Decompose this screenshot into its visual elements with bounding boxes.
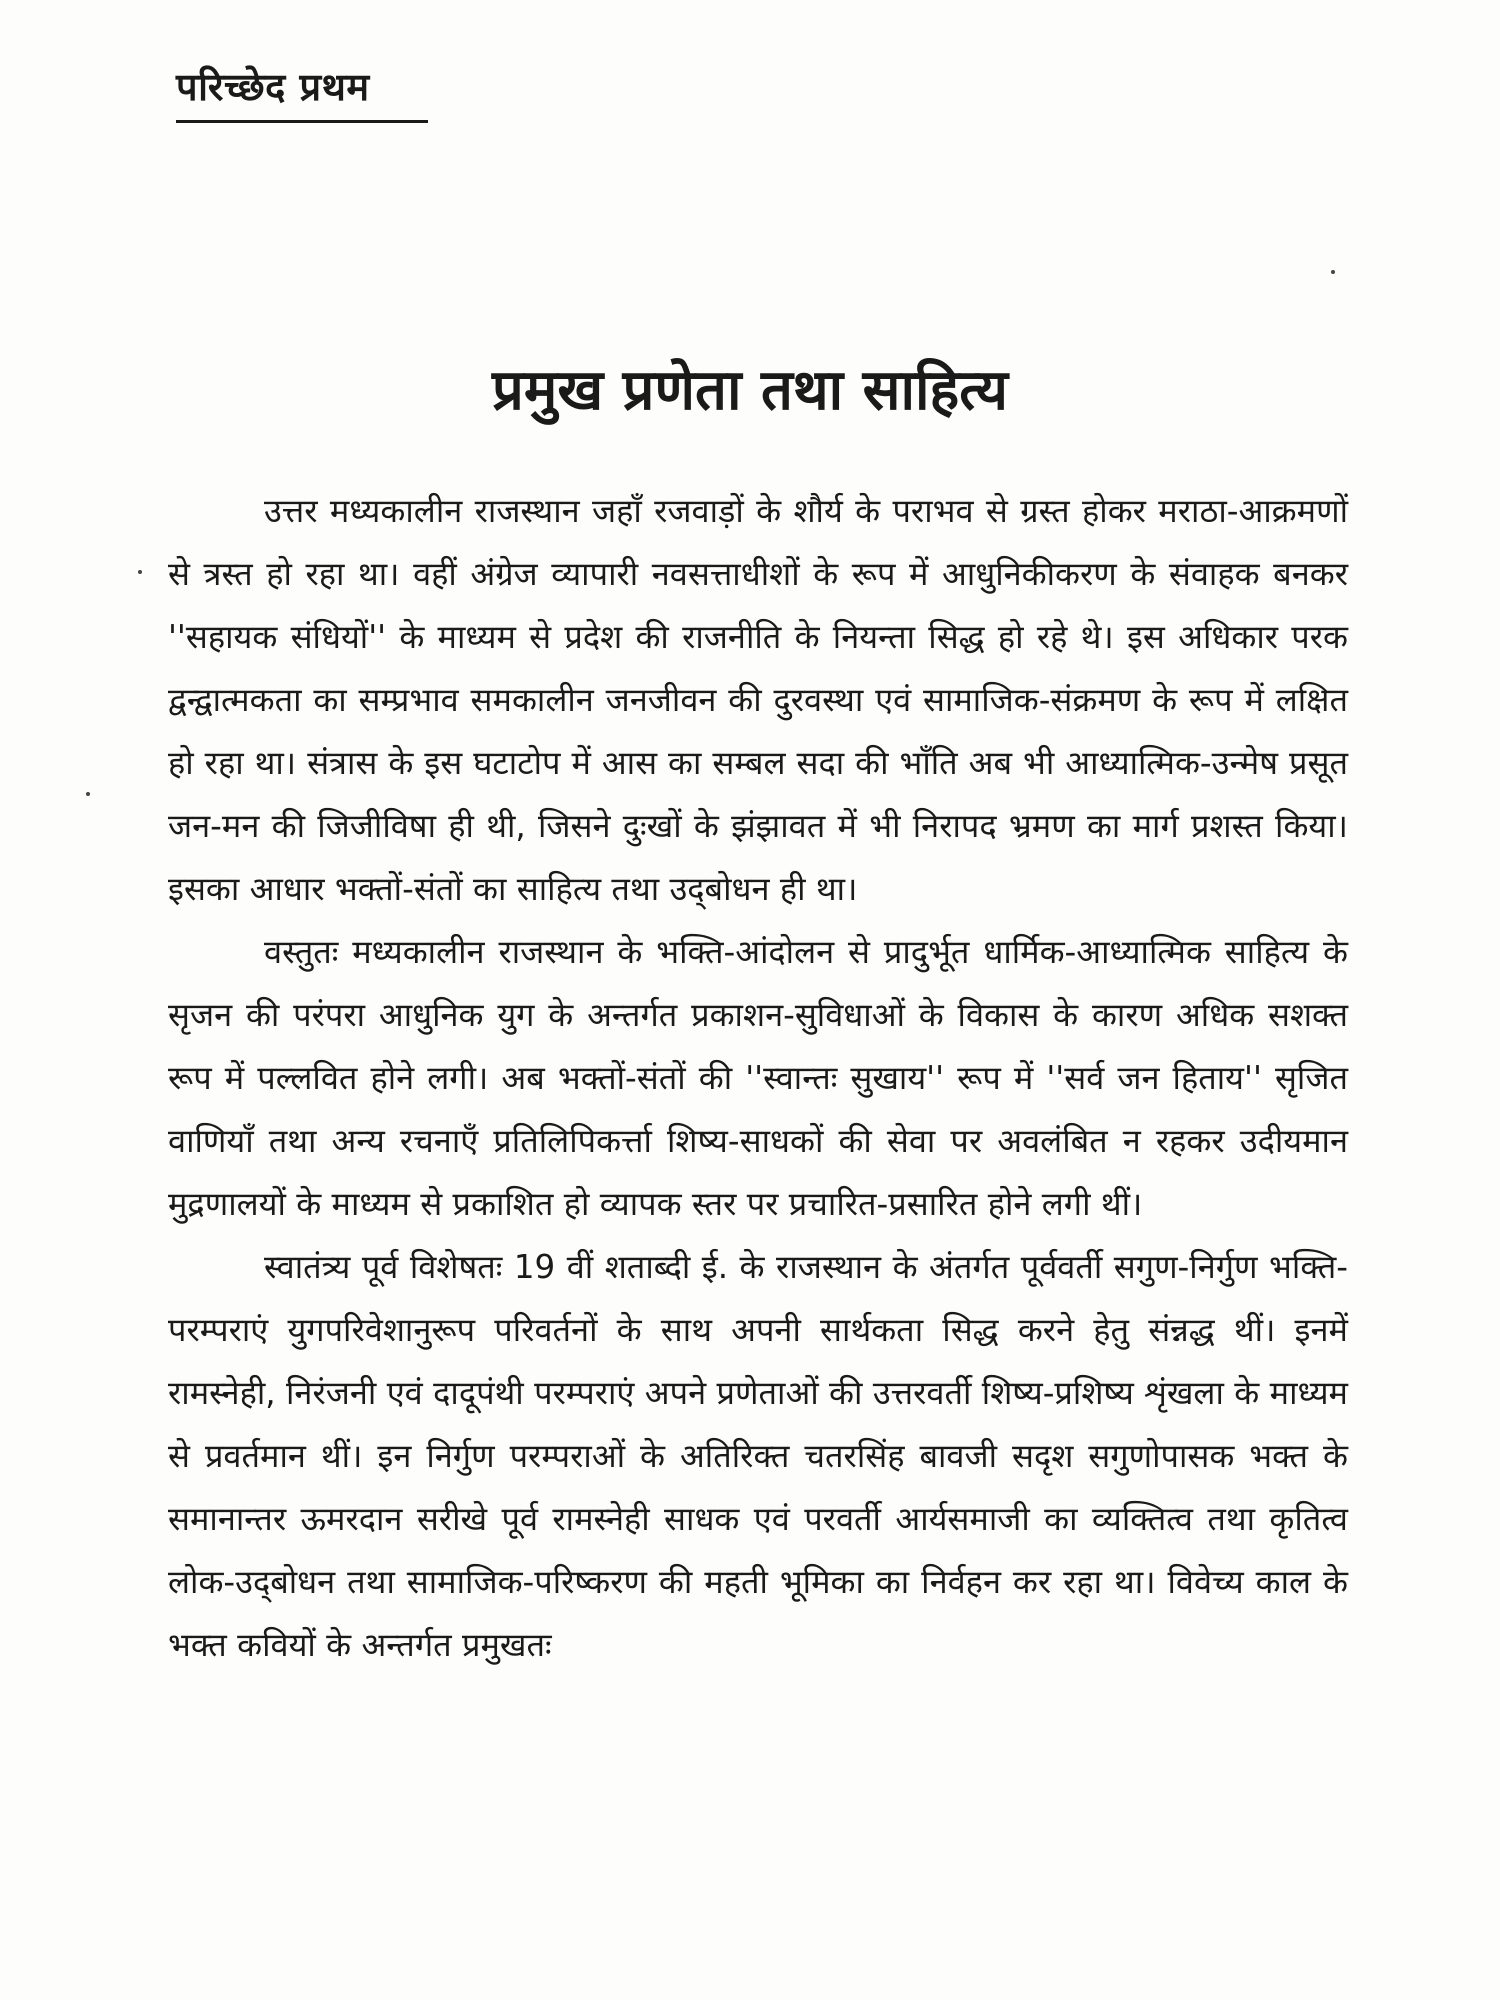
- scan-speck: [1331, 270, 1335, 274]
- chapter-underline: [176, 120, 428, 123]
- paragraph-1: उत्तर मध्यकालीन राजस्थान जहाँ रजवाड़ों के शौर्य के पराभव से ग्रस्त होकर मराठा-आक्रमणों से त्रस्त हो रहा था। वहीं अंग्रेज व्यापारी नवसत्ताधीशों के रूप में आधुनिकीकरण के संवाहक बनकर ''सहायक संधियों'' के माध्यम से प्रदेश की राजनीति के नियन्ता सिद्ध हो रहे थे। इस अधिकार परक द्वन्द्वात्मकता का सम्प्रभाव समकालीन जनजीवन की दुरवस्था एवं सामाजिक-संक्रमण के रूप में लक्षित हो रहा था। संत्रास के इस घटाटोप में आस का सम्बल सदा की भाँति अब भी आध्यात्मिक-उन्मेष प्रसूत जन-मन की जिजीविषा ही थी, जिसने दुःखों के झंझावत में भी निरापद भ्रमण का मार्ग प्रशस्त किया। इसका आधार भक्तों-संतों का साहित्य तथा उद्‍बोधन ही था।: [168, 492, 1348, 908]
- body-text: [168, 480, 1348, 1677]
- paragraph-2: वस्तुतः मध्यकालीन राजस्थान के भक्ति-आंदोलन से प्रादुर्भूत धार्मिक-आध्यात्मिक साहित्य के सृजन की परंपरा आधुनिक युग के अन्तर्गत प्रकाशन-सुविधाओं के विकास के कारण अधिक सशक्त रूप में पल्लवित होने लगी। अब भक्तों-संतों की ''स्वान्तः सुखाय'' रूप में ''सर्व जन हिताय'' सृजित वाणियाँ तथा अन्य रचनाएँ प्रतिलिपिकर्त्ता शिष्य-साधकों की सेवा पर अवलंबित न रहकर उदीयमान मुद्रणालयों के माध्यम से प्रकाशित हो व्यापक स्तर पर प्रचारित-प्रसारित होने लगी थीं।: [168, 933, 1348, 1223]
- page-title: प्रमुख प्रणेता तथा साहित्य: [492, 358, 1008, 423]
- paragraph-3: स्वातंत्र्य पूर्व विशेषतः 19 वीं शताब्दी ई. के राजस्थान के अंतर्गत पूर्ववर्ती सगुण-निर्गुण भक्ति-परम्पराएं युगपरिवेशानुरूप परिवर्तनों के साथ अपनी सार्थकता सिद्ध करने हेतु संन्नद्ध थीं। इनमें रामस्नेही, निरंजनी एवं दादूपंथी परम्पराएं अपने प्रणेताओं की उत्तरवर्ती शिष्य-प्रशिष्य शृंखला के माध्यम से प्रवर्तमान थीं। इन निर्गुण परम्पराओं के अतिरिक्त चतरसिंह बावजी सदृश सगुणोपासक भक्त के समानान्तर ऊमरदान सरीखे पूर्व रामस्नेही साधक एवं परवर्ती आर्यसमाजी का व्यक्तित्व तथा कृतित्व लोक-उद्‍बोधन तथा सामाजिक-परिष्करण की महती भूमिका का निर्वहन कर रहा था। विवेच्य काल के भक्त कवियों के अन्तर्गत प्रमुखतः: [168, 1248, 1348, 1664]
- scan-speck: [86, 792, 90, 796]
- chapter-label: परिच्छेद प्रथम: [176, 65, 370, 109]
- scan-speck: [138, 570, 142, 574]
